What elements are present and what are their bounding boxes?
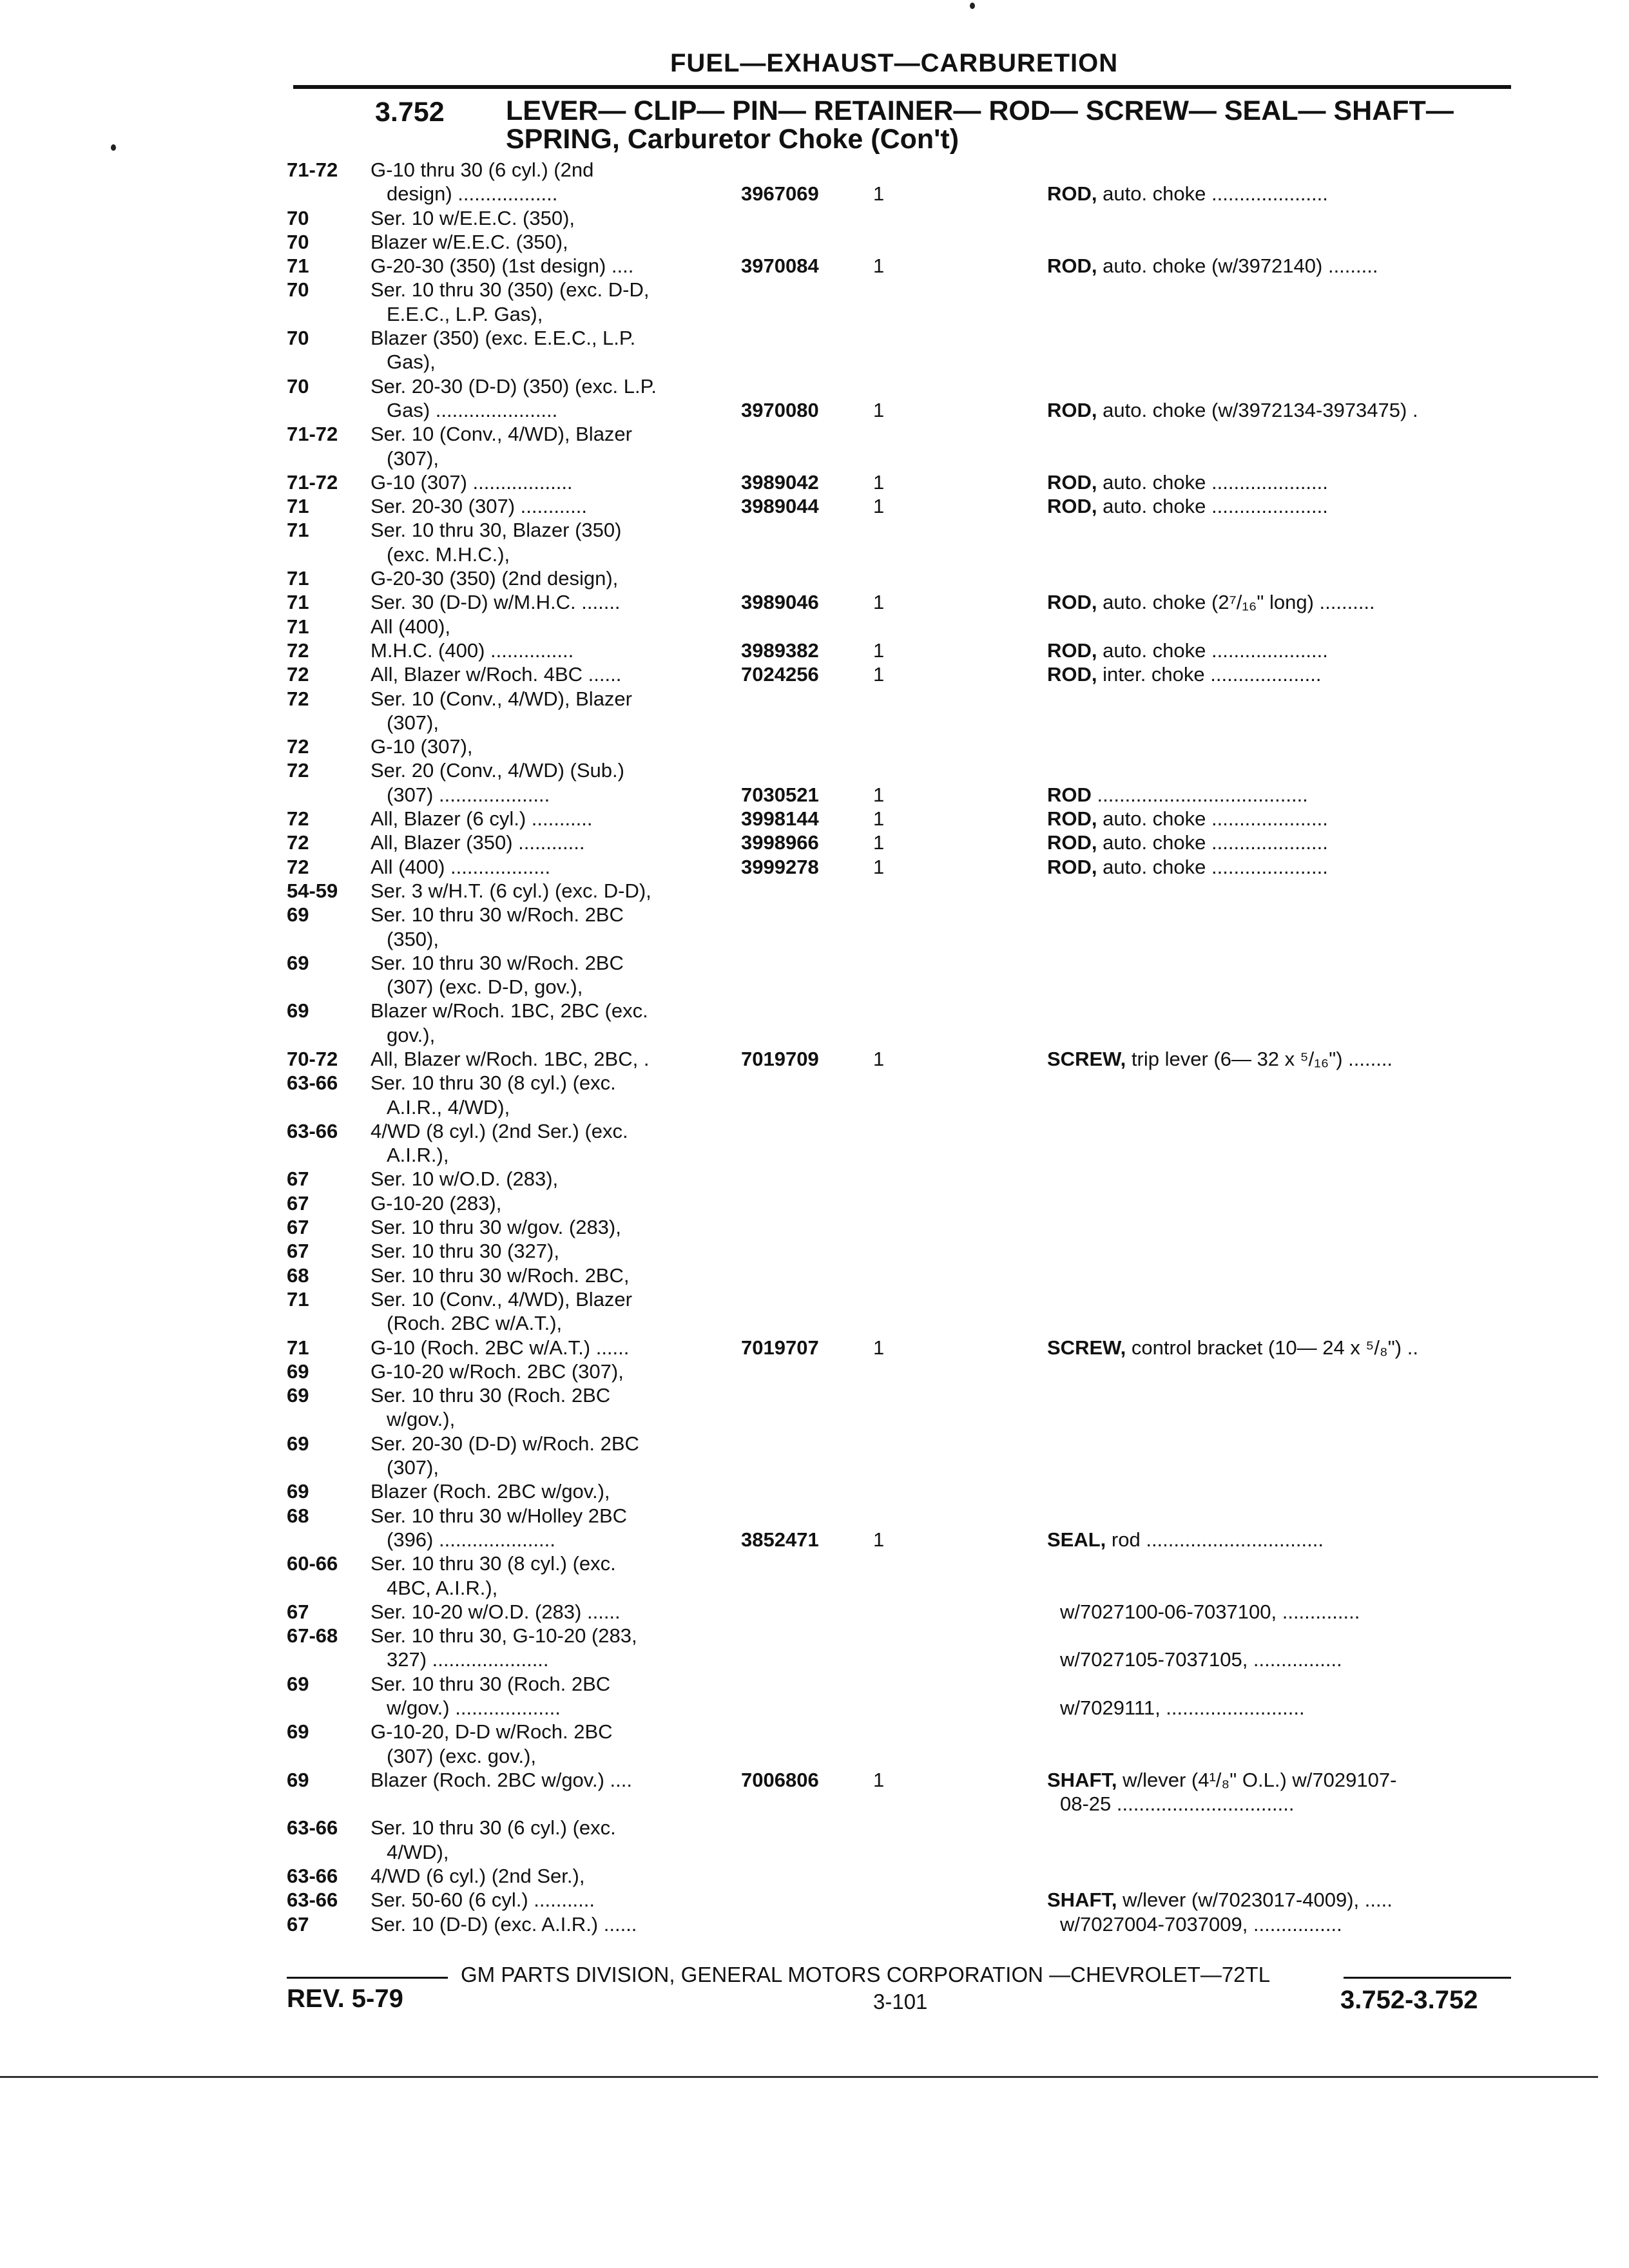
model-year: 67: [287, 1240, 309, 1263]
application: Ser. 50-60 (6 cyl.) ...........: [371, 1888, 595, 1912]
application: Blazer (Roch. 2BC w/gov.),: [371, 1480, 610, 1503]
model-year: 60-66: [287, 1552, 338, 1575]
table-row: [0, 855, 1629, 879]
table-row: [0, 807, 1629, 831]
application: All, Blazer w/Roch. 4BC ......: [371, 663, 622, 686]
table-row: [0, 1119, 1629, 1143]
application: Ser. 20-30 (307) ............: [371, 495, 587, 518]
application: G-10-20 (283),: [371, 1191, 502, 1215]
model-year: 71: [287, 1287, 309, 1311]
model-year: 67: [287, 1600, 309, 1623]
table-row: [0, 903, 1629, 927]
application: Ser. 3 w/H.T. (6 cyl.) (exc. D-D),: [371, 879, 651, 902]
description: ROD ......................................: [1047, 783, 1308, 806]
model-year: 71: [287, 255, 309, 278]
application: Gas),: [387, 351, 436, 374]
page-number: 3-101: [873, 1990, 928, 2013]
description: SCREW, trip lever (6— 32 x ⁵/₁₆") ........: [1047, 1047, 1393, 1070]
description: ROD, auto. choke .....................: [1047, 831, 1328, 854]
part-keyword: SCREW,: [1047, 1047, 1126, 1070]
model-year: 71-72: [287, 159, 338, 181]
application: All (400),: [371, 615, 451, 638]
table-row: [0, 975, 1629, 999]
table-row: [0, 927, 1629, 951]
table-row: [0, 1888, 1629, 1912]
table-row: [0, 687, 1629, 711]
application: M.H.C. (400) ...............: [371, 639, 574, 662]
application: (307),: [387, 1456, 439, 1479]
scan-dot: [111, 144, 116, 151]
quantity: 1: [873, 398, 885, 421]
model-year: 63-66: [287, 1865, 338, 1888]
application: Ser. 10-20 w/O.D. (283) ......: [371, 1600, 621, 1623]
quantity: 1: [873, 1336, 885, 1359]
quantity: 1: [873, 182, 885, 206]
quantity: 1: [873, 255, 885, 278]
model-year: 72: [287, 663, 309, 686]
application: Ser. 20-30 (D-D) (350) (exc. L.P.: [371, 374, 657, 398]
model-year: 71: [287, 495, 309, 518]
part-keyword: ROD,: [1047, 398, 1097, 421]
model-year: 68: [287, 1504, 309, 1527]
model-year: 71: [287, 591, 309, 614]
part-number: 3989044: [741, 495, 819, 518]
table-row: [0, 1239, 1629, 1263]
table-row: [0, 999, 1629, 1023]
table-row: [0, 590, 1629, 614]
quantity: 1: [873, 470, 885, 494]
description: SHAFT, w/lever (w/7023017-4009), .....: [1047, 1888, 1393, 1912]
application: (exc. M.H.C.),: [387, 543, 510, 566]
application: Gas) ......................: [387, 398, 558, 421]
application: Blazer (350) (exc. E.E.C., L.P.: [371, 327, 636, 350]
application: (307),: [387, 447, 439, 470]
application: Ser. 10 (Conv., 4/WD), Blazer: [371, 687, 632, 710]
description: ROD, inter. choke ....................: [1047, 663, 1322, 686]
model-year: 67-68: [287, 1624, 338, 1648]
model-year: 69: [287, 999, 309, 1023]
application: 4BC, A.I.R.),: [387, 1576, 498, 1599]
application: A.I.R.),: [387, 1144, 449, 1167]
description: w/7029111, .........................: [1060, 1696, 1305, 1719]
part-number: 3998966: [741, 831, 819, 854]
table-row: [0, 494, 1629, 518]
table-row: [0, 254, 1629, 278]
footer-rule-left: [287, 1977, 448, 1979]
description: 08-25 ................................: [1060, 1792, 1295, 1816]
table-row: [0, 711, 1629, 735]
application: All, Blazer (6 cyl.) ...........: [371, 807, 593, 831]
part-number: 3970084: [741, 255, 819, 278]
application: A.I.R., 4/WD),: [387, 1095, 510, 1119]
model-year: 69: [287, 903, 309, 927]
part-keyword: ROD,: [1047, 663, 1097, 686]
table-row: [0, 422, 1629, 446]
application: Ser. 10 thru 30 (Roch. 2BC: [371, 1672, 611, 1695]
table-row: [0, 783, 1629, 807]
model-year: 71: [287, 519, 309, 542]
table-row: [0, 1264, 1629, 1287]
table-row: [0, 1672, 1629, 1696]
table-row: [0, 1311, 1629, 1335]
table-row: [0, 326, 1629, 350]
model-year: 67: [287, 1912, 309, 1936]
application: G-10 (Roch. 2BC w/A.T.) ......: [371, 1336, 630, 1359]
description: ROD, auto. choke .....................: [1047, 855, 1328, 878]
application: G-10 thru 30 (6 cyl.) (2nd: [371, 159, 594, 181]
description: w/7027105-7037105, ................: [1060, 1648, 1342, 1671]
application: Ser. 10 thru 30 (6 cyl.) (exc.: [371, 1816, 616, 1840]
model-year: 63-66: [287, 1888, 338, 1912]
part-number: 3970080: [741, 398, 819, 421]
table-row: [0, 1912, 1629, 1936]
table-row: [0, 1696, 1629, 1720]
model-year: 54-59: [287, 879, 338, 902]
part-keyword: ROD,: [1047, 591, 1097, 614]
table-row: [0, 470, 1629, 494]
table-row: [0, 206, 1629, 230]
application: 4/WD (8 cyl.) (2nd Ser.) (exc.: [371, 1119, 628, 1142]
description: ROD, auto. choke .....................: [1047, 470, 1328, 494]
model-year: 72: [287, 831, 309, 854]
application: Ser. 10 thru 30 w/gov. (283),: [371, 1216, 621, 1239]
model-year: 72: [287, 639, 309, 662]
description: ROD, auto. choke .....................: [1047, 495, 1328, 518]
model-year: 69: [287, 1480, 309, 1503]
application: Ser. 10 thru 30 (8 cyl.) (exc.: [371, 1552, 616, 1575]
application: Ser. 10 thru 30 (Roch. 2BC: [371, 1384, 611, 1407]
application: (Roch. 2BC w/A.T.),: [387, 1312, 563, 1335]
model-year: 70: [287, 230, 309, 253]
part-number: 7019707: [741, 1336, 819, 1359]
table-row: [0, 1504, 1629, 1528]
description: ROD, auto. choke .....................: [1047, 639, 1328, 662]
application: w/gov.) ...................: [387, 1696, 561, 1719]
table-row: [0, 831, 1629, 854]
application: Ser. 10 thru 30 (327),: [371, 1240, 559, 1263]
model-year: 69: [287, 1720, 309, 1744]
table-row: [0, 1071, 1629, 1095]
application: 4/WD),: [387, 1840, 449, 1863]
part-number: 7024256: [741, 663, 819, 686]
table-row: [0, 1383, 1629, 1407]
model-year: 72: [287, 687, 309, 710]
part-number: 7019709: [741, 1047, 819, 1070]
application: Ser. 10 (Conv., 4/WD), Blazer: [371, 1287, 632, 1311]
description: ROD, auto. choke (w/3972134-3973475) .: [1047, 398, 1418, 421]
table-row: [0, 1432, 1629, 1456]
application: Ser. 10 w/O.D. (283),: [371, 1168, 559, 1191]
part-keyword: ROD,: [1047, 807, 1097, 831]
part-number: 3852471: [741, 1528, 819, 1551]
quantity: 1: [873, 591, 885, 614]
application: (307) (exc. D-D, gov.),: [387, 975, 583, 999]
application: Blazer w/E.E.C. (350),: [371, 230, 568, 253]
application: Ser. 20-30 (D-D) w/Roch. 2BC: [371, 1432, 639, 1455]
model-year: 72: [287, 735, 309, 758]
description: SHAFT, w/lever (4¹/₈" O.L.) w/7029107-: [1047, 1768, 1397, 1791]
application: Ser. 10 (D-D) (exc. A.I.R.) ......: [371, 1912, 637, 1936]
table-row: [0, 158, 1629, 182]
table-row: [0, 1600, 1629, 1624]
table-row: [0, 758, 1629, 782]
application: Ser. 10 thru 30, G-10-20 (283,: [371, 1624, 637, 1648]
table-row: [0, 374, 1629, 398]
table-row: [0, 1095, 1629, 1119]
table-row: [0, 447, 1629, 470]
footer-publisher: GM PARTS DIVISION, GENERAL MOTORS CORPORATION —CHEVROLET—72TL: [461, 1963, 1271, 1986]
table-row: [0, 1360, 1629, 1383]
table-row: [0, 1336, 1629, 1360]
model-year: 69: [287, 1768, 309, 1791]
table-row: [0, 1648, 1629, 1671]
model-year: 67: [287, 1168, 309, 1191]
part-keyword: ROD,: [1047, 470, 1097, 494]
table-row: [0, 1624, 1629, 1648]
model-year: 69: [287, 1360, 309, 1383]
section-title-line1: LEVER— CLIP— PIN— RETAINER— ROD— SCREW— SEAL— SHAFT—: [506, 95, 1454, 126]
revision-label: REV. 5-79: [287, 1984, 403, 2013]
application: gov.),: [387, 1023, 436, 1046]
model-year: 67: [287, 1191, 309, 1215]
part-keyword: SCREW,: [1047, 1336, 1126, 1359]
model-year: 71-72: [287, 470, 338, 494]
part-keyword: ROD,: [1047, 831, 1097, 854]
description: SCREW, control bracket (10— 24 x ⁵/₈") ..: [1047, 1336, 1418, 1359]
page-header-title: FUEL—EXHAUST—CARBURETION: [670, 49, 1119, 77]
description: SEAL, rod ................................: [1047, 1528, 1324, 1551]
part-number: 7006806: [741, 1768, 819, 1791]
table-row: [0, 543, 1629, 566]
table-row: [0, 1840, 1629, 1864]
description: ROD, auto. choke (2⁷/₁₆" long) ..........: [1047, 591, 1375, 614]
part-number: 3989042: [741, 470, 819, 494]
quantity: 1: [873, 831, 885, 854]
footer-rule-right: [1344, 1977, 1511, 1979]
model-year: 70-72: [287, 1047, 338, 1070]
table-row: [0, 1528, 1629, 1552]
model-year: 69: [287, 1672, 309, 1695]
application: design) ..................: [387, 182, 558, 206]
part-keyword: ROD: [1047, 783, 1092, 806]
description: w/7027004-7037009, ................: [1060, 1912, 1342, 1936]
part-number: 3998144: [741, 807, 819, 831]
application: (396) .....................: [387, 1528, 555, 1551]
table-row: [0, 398, 1629, 422]
part-keyword: ROD,: [1047, 495, 1097, 518]
model-year: 70: [287, 278, 309, 302]
model-year: 69: [287, 951, 309, 974]
model-year: 72: [287, 759, 309, 782]
quantity: 1: [873, 1528, 885, 1551]
table-row: [0, 1720, 1629, 1744]
quantity: 1: [873, 663, 885, 686]
table-row: [0, 1816, 1629, 1840]
model-year: 71: [287, 567, 309, 590]
application: G-20-30 (350) (1st design) ....: [371, 255, 634, 278]
application: G-10-20 w/Roch. 2BC (307),: [371, 1360, 624, 1383]
table-row: [0, 1479, 1629, 1503]
application: G-10 (307),: [371, 735, 473, 758]
quantity: 1: [873, 1047, 885, 1070]
model-year: 71: [287, 615, 309, 638]
quantity: 1: [873, 639, 885, 662]
table-row: [0, 1167, 1629, 1191]
table-row: [0, 1792, 1629, 1816]
table-row: [0, 566, 1629, 590]
quantity: 1: [873, 495, 885, 518]
application: Blazer (Roch. 2BC w/gov.) ....: [371, 1768, 632, 1791]
application: All, Blazer (350) ............: [371, 831, 585, 854]
table-row: [0, 951, 1629, 975]
table-row: [0, 879, 1629, 903]
application: All (400) ..................: [371, 855, 551, 878]
application: Ser. 10 thru 30 (8 cyl.) (exc.: [371, 1072, 616, 1095]
application: Ser. 10 thru 30 (350) (exc. D-D,: [371, 278, 650, 302]
application: Ser. 10 thru 30 w/Roch. 2BC,: [371, 1264, 630, 1287]
section-number: 3.752: [375, 97, 445, 128]
table-row: [0, 1744, 1629, 1768]
application: w/gov.),: [387, 1408, 456, 1431]
model-year: 63-66: [287, 1816, 338, 1840]
section-reference: 3.752-3.752: [1340, 1986, 1478, 2014]
table-row: [0, 1023, 1629, 1047]
model-year: 71: [287, 1336, 309, 1359]
table-row: [0, 302, 1629, 326]
table-row: [0, 1047, 1629, 1071]
header-rule: [293, 85, 1511, 89]
description: ROD, auto. choke .....................: [1047, 807, 1328, 831]
table-row: [0, 1864, 1629, 1888]
application: G-10-20, D-D w/Roch. 2BC: [371, 1720, 613, 1744]
model-year: 67: [287, 1216, 309, 1239]
application: E.E.C., L.P. Gas),: [387, 302, 543, 325]
description: w/7027100-06-7037100, ..............: [1060, 1600, 1360, 1623]
application: Ser. 10 thru 30 w/Roch. 2BC: [371, 951, 624, 974]
table-row: [0, 278, 1629, 302]
table-row: [0, 230, 1629, 254]
model-year: 68: [287, 1264, 309, 1287]
section-title: [506, 97, 1454, 153]
application: Ser. 10 thru 30, Blazer (350): [371, 519, 622, 542]
part-keyword: ROD,: [1047, 855, 1097, 878]
table-row: [0, 1191, 1629, 1215]
quantity: 1: [873, 1768, 885, 1791]
table-row: [0, 639, 1629, 662]
model-year: 72: [287, 855, 309, 878]
table-row: [0, 1143, 1629, 1167]
quantity: 1: [873, 783, 885, 806]
model-year: 63-66: [287, 1119, 338, 1142]
model-year: 71-72: [287, 423, 338, 446]
quantity: 1: [873, 855, 885, 878]
application: Ser. 10 w/E.E.C. (350),: [371, 206, 575, 229]
application: Ser. 30 (D-D) w/M.H.C. .......: [371, 591, 621, 614]
table-row: [0, 1407, 1629, 1431]
table-row: [0, 1576, 1629, 1600]
part-number: 3989046: [741, 591, 819, 614]
table-row: [0, 735, 1629, 758]
part-keyword: ROD,: [1047, 255, 1097, 278]
application: 327) .....................: [387, 1648, 549, 1671]
part-keyword: SHAFT,: [1047, 1768, 1117, 1791]
part-number: 7030521: [741, 783, 819, 806]
application: Ser. 20 (Conv., 4/WD) (Sub.): [371, 759, 624, 782]
application: Ser. 10 thru 30 w/Roch. 2BC: [371, 903, 624, 927]
table-row: [0, 1215, 1629, 1239]
table-row: [0, 350, 1629, 374]
table-row: [0, 182, 1629, 206]
bottom-rule: [0, 2076, 1598, 2078]
table-row: [0, 1552, 1629, 1575]
model-year: 69: [287, 1432, 309, 1455]
table-row: [0, 662, 1629, 686]
application: 4/WD (6 cyl.) (2nd Ser.),: [371, 1865, 585, 1888]
application: G-20-30 (350) (2nd design),: [371, 567, 619, 590]
table-row: [0, 615, 1629, 639]
part-number: 3999278: [741, 855, 819, 878]
application: (350),: [387, 927, 439, 950]
table-row: [0, 1287, 1629, 1311]
application: Blazer w/Roch. 1BC, 2BC (exc.: [371, 999, 648, 1023]
application: All, Blazer w/Roch. 1BC, 2BC, .: [371, 1047, 650, 1070]
scan-dot: [970, 3, 975, 9]
application: Ser. 10 thru 30 w/Holley 2BC: [371, 1504, 628, 1527]
quantity: 1: [873, 807, 885, 831]
part-keyword: ROD,: [1047, 639, 1097, 662]
application: Ser. 10 (Conv., 4/WD), Blazer: [371, 423, 632, 446]
model-year: 70: [287, 327, 309, 350]
part-keyword: SEAL,: [1047, 1528, 1106, 1551]
application: (307) ....................: [387, 783, 550, 806]
application: (307),: [387, 711, 439, 734]
part-keyword: ROD,: [1047, 182, 1097, 206]
parts-list: [0, 158, 1629, 1936]
model-year: 63-66: [287, 1072, 338, 1095]
application: G-10 (307) ..................: [371, 470, 573, 494]
part-keyword: SHAFT,: [1047, 1888, 1117, 1912]
table-row: [0, 1456, 1629, 1479]
table-row: [0, 1768, 1629, 1792]
description: ROD, auto. choke .....................: [1047, 182, 1328, 206]
part-number: 3989382: [741, 639, 819, 662]
table-row: [0, 518, 1629, 542]
application: (307) (exc. gov.),: [387, 1744, 537, 1767]
model-year: 69: [287, 1384, 309, 1407]
part-number: 3967069: [741, 182, 819, 206]
model-year: 70: [287, 206, 309, 229]
description: ROD, auto. choke (w/3972140) .........: [1047, 255, 1378, 278]
model-year: 72: [287, 807, 309, 831]
model-year: 70: [287, 374, 309, 398]
section-title-line2: SPRING, Carburetor Choke (Con't): [506, 124, 959, 155]
